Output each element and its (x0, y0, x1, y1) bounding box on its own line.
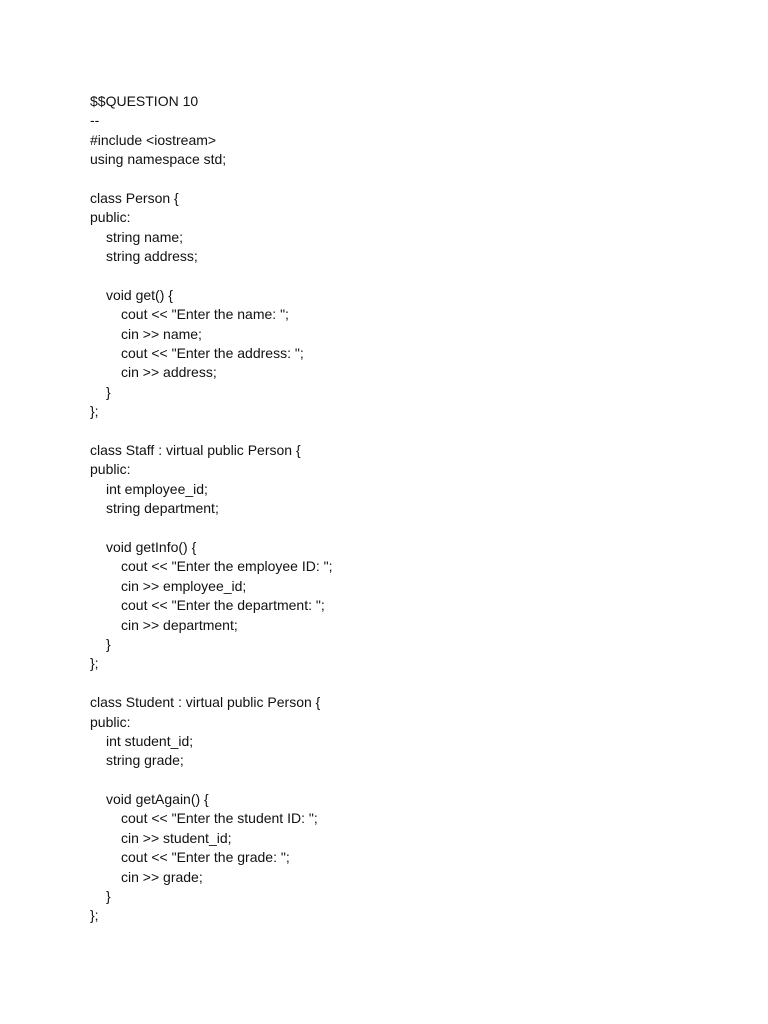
code-line: cin >> name; (121, 325, 202, 342)
code-line: $$QUESTION 10 (90, 93, 199, 109)
blank-line (90, 519, 730, 538)
code-line: #include <iostream> (90, 131, 217, 148)
code-line: class Person { (90, 189, 179, 206)
code-line: } (106, 888, 111, 905)
code-line: public: (90, 713, 131, 730)
code-line: int student_id; (106, 732, 194, 749)
code-listing (90, 92, 730, 926)
code-line: }; (90, 907, 99, 924)
code-line: using namespace std; (90, 151, 227, 168)
code-line: cin >> grade; (121, 868, 203, 885)
blank-line (90, 674, 730, 693)
blank-line (90, 771, 730, 790)
code-line: class Student : virtual public Person { (90, 694, 321, 711)
code-line: cout << "Enter the student ID: "; (121, 810, 318, 827)
code-line: class Staff : virtual public Person { (90, 442, 301, 459)
code-line: cin >> department; (121, 616, 238, 633)
code-line: cout << "Enter the employee ID: "; (121, 558, 333, 575)
code-line: void getInfo() { (106, 538, 197, 555)
code-line: -- (90, 112, 100, 129)
code-line: public: (90, 209, 131, 226)
blank-line (90, 170, 730, 189)
blank-line (90, 267, 730, 286)
code-line: }; (90, 403, 99, 420)
code-line: string department; (106, 500, 219, 517)
code-line: cout << "Enter the grade: "; (121, 849, 290, 866)
code-line: void get() { (106, 286, 173, 303)
code-line: public: (90, 461, 131, 478)
code-line: cin >> address; (121, 364, 217, 381)
code-line: cout << "Enter the department: "; (121, 597, 325, 614)
code-line: cout << "Enter the address: "; (121, 345, 304, 362)
code-line: string name; (106, 228, 184, 245)
code-line: int employee_id; (106, 480, 208, 497)
code-line: } (106, 383, 111, 400)
code-line: cin >> employee_id; (121, 577, 247, 594)
code-line: }; (90, 655, 99, 672)
code-line: string address; (106, 248, 198, 265)
blank-line (90, 422, 730, 441)
code-line: } (106, 635, 111, 652)
code-line: void getAgain() { (106, 791, 209, 808)
code-line: cout << "Enter the name: "; (121, 306, 289, 323)
code-line: string grade; (106, 752, 184, 769)
code-line: cin >> student_id; (121, 829, 232, 846)
